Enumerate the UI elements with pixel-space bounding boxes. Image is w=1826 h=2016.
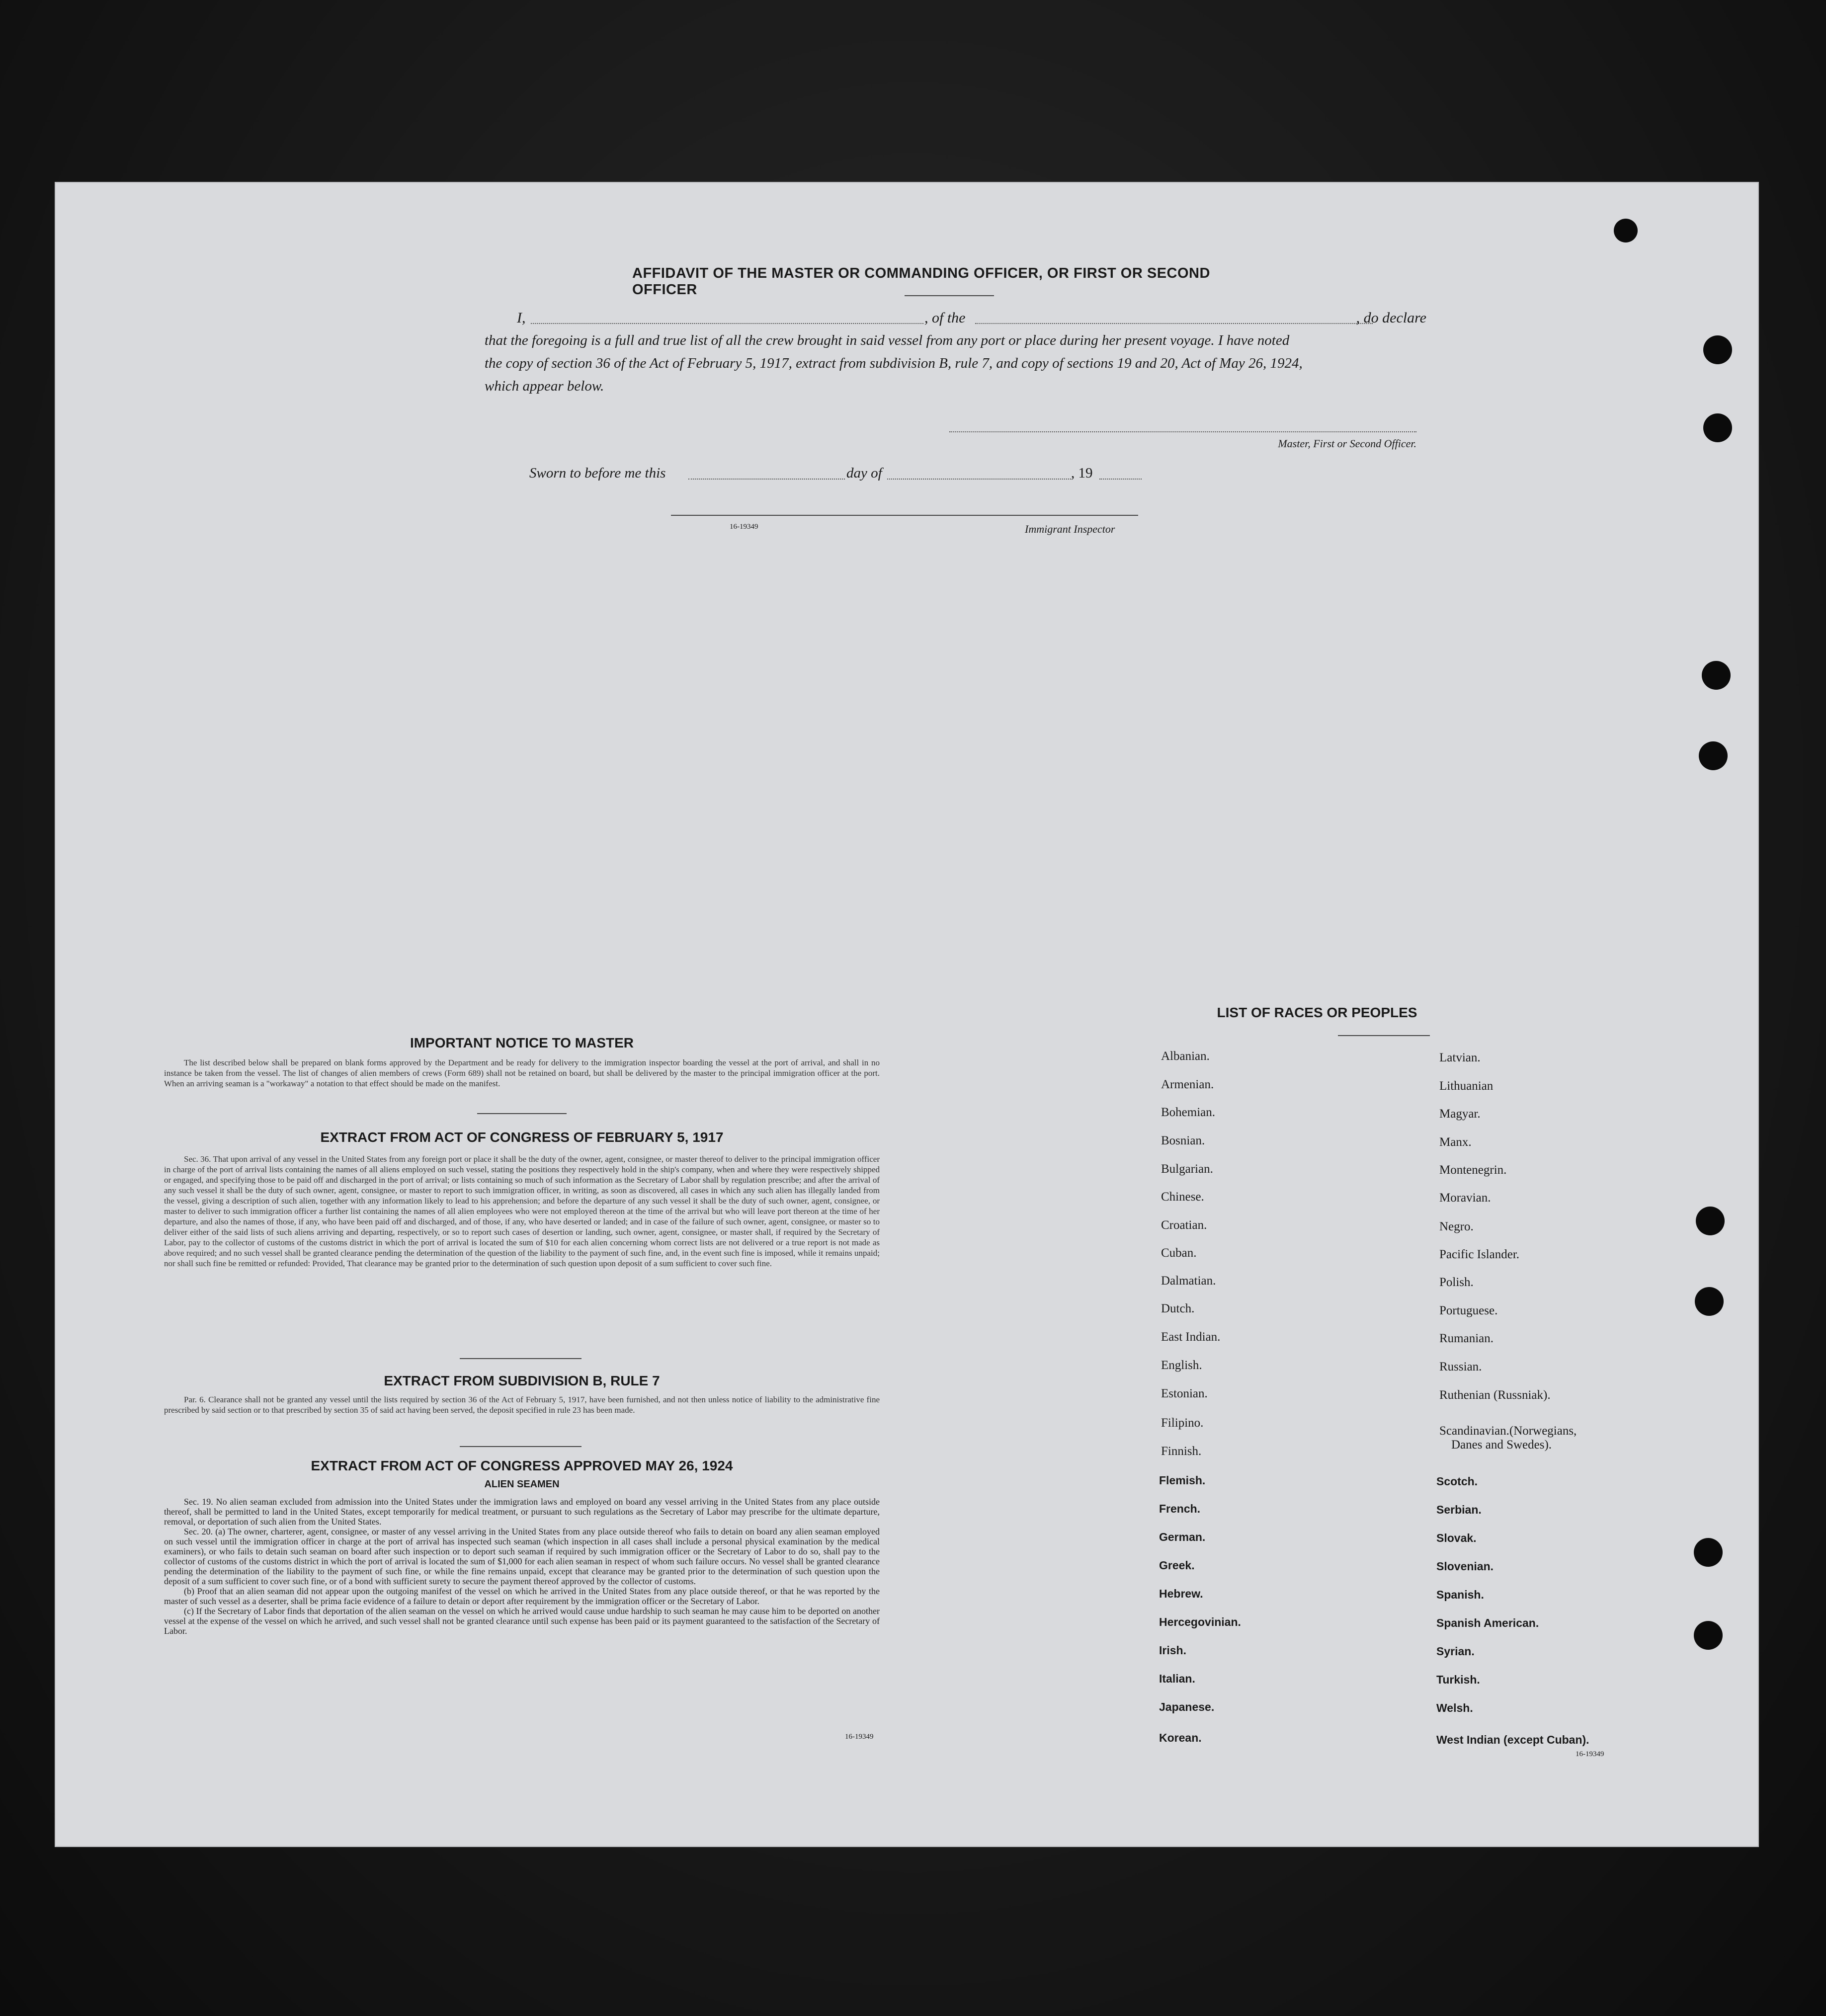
title-underline <box>1338 1035 1430 1036</box>
race-item: Magyar. <box>1439 1107 1481 1121</box>
race-item: French. <box>1159 1502 1201 1515</box>
punch-hole <box>1699 741 1728 770</box>
sworn-day-field[interactable] <box>688 479 845 480</box>
officer-signature-field[interactable] <box>949 431 1416 432</box>
punch-hole <box>1694 1621 1723 1650</box>
race-item: Turkish. <box>1436 1673 1480 1686</box>
title-underline <box>905 295 994 296</box>
race-item: Chinese. <box>1161 1190 1204 1204</box>
race-item: Croatian. <box>1161 1218 1207 1232</box>
extract-rule7-title: EXTRACT FROM SUBDIVISION B, RULE 7 <box>384 1373 660 1388</box>
section-divider <box>460 1358 581 1359</box>
race-item: East Indian. <box>1161 1330 1221 1344</box>
race-item: Latvian. <box>1439 1051 1481 1064</box>
race-item: Danes and Swedes). <box>1451 1438 1552 1452</box>
race-item: Albanian. <box>1161 1049 1210 1063</box>
race-item: Slovak. <box>1436 1532 1477 1544</box>
race-item: Bulgarian. <box>1161 1162 1213 1176</box>
race-item: Welsh. <box>1436 1701 1473 1714</box>
section-divider <box>460 1446 581 1447</box>
race-item: Flemish. <box>1159 1474 1206 1487</box>
affidavit-i: I, <box>517 310 526 326</box>
race-item: Spanish American. <box>1436 1616 1539 1629</box>
race-item: Negro. <box>1439 1220 1474 1233</box>
race-item: Polish. <box>1439 1276 1474 1289</box>
race-item: Bohemian. <box>1161 1106 1216 1119</box>
section-19-paragraph: Sec. 19. No alien seaman excluded from admission into the United States under the immigration laws and employed on board any vessel arriving in the United States from any place outside thereof, shall be permitted to land in the United States, except temporarily for medical treatment, or pursuant to such regulations as the Secretary of Labor may prescribe for the ultimate departure, removal, or deportation of such alien from the United States. <box>164 1497 880 1527</box>
race-item: Dutch. <box>1161 1302 1195 1315</box>
race-item: Pacific Islander. <box>1439 1248 1520 1261</box>
race-item: Japanese. <box>1159 1700 1215 1713</box>
race-item: Korean. <box>1159 1731 1202 1744</box>
notice-text <box>164 1057 880 1089</box>
notice-title: IMPORTANT NOTICE TO MASTER <box>410 1035 634 1050</box>
affidavit-body-line: the copy of section 36 of the Act of February 5, 1917, extract from subdivision B, rule 7, and copy of sections 19 and 20, Act of May 26, 1924, <box>485 355 1303 371</box>
race-item: Spanish. <box>1436 1588 1484 1601</box>
race-item: Portuguese. <box>1439 1304 1498 1317</box>
race-item: Ruthenian (Russniak). <box>1439 1388 1551 1402</box>
race-item: Estonian. <box>1161 1387 1208 1400</box>
section-20b-paragraph: (b) Proof that an alien seaman did not appear upon the outgoing manifest of the vessel on which he arrived in the United States from any place outside thereof, or that he was reported by the master of such vessel as a deserter, shall be prima facie evidence of a failure to detain or deport after requirement by the immigration officer or the Secretary of Labor. <box>164 1586 880 1606</box>
section-20c-paragraph: (c) If the Secretary of Labor finds that deportation of the alien seaman on the vessel on which he arrived would cause undue hardship to such seaman he may cause him to be deported on another vessel at the expense of the vessel on which he arrived, and such vessel shall not be granted clearance until such expense has been paid or its payment guaranteed to the satisfaction of the Secretary of Labor. <box>164 1606 880 1636</box>
sworn-text: Sworn to before me this <box>529 465 666 481</box>
affidavit-body-line: that the foregoing is a full and true list of all the crew brought in said vessel from any port or place during her present voyage. I have noted <box>485 332 1290 348</box>
signature-caption: Master, First or Second Officer. <box>1278 437 1416 450</box>
race-item: Hercegovinian. <box>1159 1615 1241 1628</box>
extract-1924-title: EXTRACT FROM ACT OF CONGRESS APPROVED MAY 26, 1924 <box>311 1458 733 1473</box>
extract-rule7-text <box>164 1394 880 1415</box>
race-item: Moravian. <box>1439 1191 1491 1205</box>
sworn-year-field[interactable] <box>1099 479 1142 480</box>
affidavit-declare: , do declare <box>1356 310 1426 326</box>
day-of-text: day of <box>846 465 882 481</box>
notice-paragraph: The list described below shall be prepared on blank forms approved by the Department and be ready for delivery to the immigration inspector boarding the vessel at the port of arrival, and shall in no instance be taken from the vessel. The list of changes of alien members of crews (Form 689) shall not be retained on board, but shall be delivered by the master to the principal immigration officer at the port. When an arriving seaman is a "workaway" a notation to that effect should be made on the manifest. <box>164 1058 880 1088</box>
inspector-caption: Immigrant Inspector <box>1025 523 1115 535</box>
extract-1917-title: EXTRACT FROM ACT OF CONGRESS OF FEBRUARY 5, 1917 <box>320 1129 724 1145</box>
alien-seamen-subtitle: ALIEN SEAMEN <box>484 1479 560 1490</box>
race-item: Russian. <box>1439 1360 1482 1373</box>
extract-rule7-paragraph: Par. 6. Clearance shall not be granted any vessel until the lists required by section 36 of the Act of February 5, 1917, have been furnished, and not then unless notice of liability to the administrative fine prescribed by said section or to that prescribed by section 35 of said act having been served, the deposit specified in rule 23 has been made. <box>164 1395 880 1415</box>
punch-hole <box>1614 219 1638 242</box>
punch-hole <box>1702 661 1731 690</box>
punch-hole <box>1695 1287 1724 1316</box>
race-item: German. <box>1159 1531 1206 1543</box>
affidavit-of-the: , of the <box>924 310 966 326</box>
race-item: Cuban. <box>1161 1246 1197 1260</box>
race-item: Lithuanian <box>1439 1079 1494 1093</box>
form-number: 16-19349 <box>730 523 758 531</box>
race-item: English. <box>1161 1359 1202 1372</box>
punch-hole <box>1703 413 1732 442</box>
race-item: Slovenian. <box>1436 1560 1494 1573</box>
race-item: Rumanian. <box>1439 1332 1494 1345</box>
section-divider <box>477 1113 567 1114</box>
punch-hole <box>1696 1207 1725 1235</box>
races-list-title: LIST OF RACES OR PEOPLES <box>1217 1005 1417 1020</box>
race-item: Syrian. <box>1436 1645 1475 1658</box>
sworn-month-field[interactable] <box>887 479 1071 480</box>
section-20a-paragraph: Sec. 20. (a) The owner, charterer, agent, consignee, or master of any vessel arriving in the United States from any place outside thereof who fails to detain on board any alien seaman employed on such vessel until the immigration officer in charge at the port of arrival has inspected such seaman (which inspection in all cases shall include a personal physical examination by the medical examiners), or who fails to detain such seaman on board after such inspection or to deport such seaman if required by such immigration officer or the Secretary of Labor to do so, shall pay to the collector of customs of the customs district in which the port of arrival is located the sum of $1,000 for each alien seaman in respect of whom such failure occurs. No vessel shall be granted clearance pending the determination of the liability to the payment of such fine, or while the fine remains unpaid, except that clearance may be granted prior to the determination of such question upon the deposit of a sum sufficient to cover such fine, or of a bond with sufficient surety to secure the payment thereof approved by the collector of customs. <box>164 1527 880 1586</box>
extract-1917-text <box>164 1154 880 1269</box>
race-item: Greek. <box>1159 1559 1195 1572</box>
punch-hole <box>1694 1538 1723 1567</box>
race-item: Dalmatian. <box>1161 1274 1216 1288</box>
race-item: Irish. <box>1159 1644 1186 1657</box>
race-item: Scandinavian.(Norwegians, <box>1439 1424 1577 1438</box>
race-item: Armenian. <box>1161 1078 1214 1091</box>
year-prefix: , 19 <box>1071 465 1093 481</box>
race-item: Finnish. <box>1161 1445 1202 1458</box>
race-item: West Indian (except Cuban). <box>1436 1733 1589 1746</box>
race-item: Bosnian. <box>1161 1134 1205 1147</box>
race-item: Filipino. <box>1161 1416 1204 1430</box>
form-number: 16-19349 <box>845 1733 874 1741</box>
race-item: Hebrew. <box>1159 1587 1203 1600</box>
extract-1924-text <box>164 1497 880 1636</box>
race-item: Manx. <box>1439 1135 1472 1149</box>
master-name-field[interactable] <box>531 323 923 324</box>
affidavit-title: AFFIDAVIT OF THE MASTER OR COMMANDING OFFICER, OR FIRST OR SECOND OFFICER <box>632 265 1210 298</box>
vessel-name-field[interactable] <box>975 323 1373 324</box>
race-item: Montenegrin. <box>1439 1163 1507 1177</box>
race-item: Italian. <box>1159 1672 1195 1685</box>
affidavit-body-line: which appear below. <box>485 378 604 394</box>
punch-hole <box>1703 335 1732 364</box>
race-item: Serbian. <box>1436 1503 1482 1516</box>
form-number: 16-19349 <box>1576 1750 1604 1758</box>
inspector-signature-line[interactable] <box>671 515 1138 516</box>
race-item: Scotch. <box>1436 1475 1478 1488</box>
extract-1917-paragraph: Sec. 36. That upon arrival of any vessel in the United States from any foreign port or place it shall be the duty of the owner, agent, consignee, or master thereof to deliver to the principal immigration officer in charge of the port of arrival lists containing the names of all aliens employed on such vessel, stating the positions they respectively hold in the ship's company, when and where they were respectively shipped or engaged, and specifying those to be paid off and discharged in the port of arrival; or lists containing so much of such information as the Secretary of Labor shall by regulation prescribe; and after the arrival of any such vessel it shall be the duty of such owner, agent, consignee, or master to report to such immigration officer, in writing, as soon as discovered, all cases in which any such alien has illegally landed from the vessel, giving a description of such alien, together with any information likely to lead to his apprehension; and before the departure of any such vessel it shall be the duty of such owner, agent, consignee, or master to deliver to such immigration officer a further list containing the names of all alien employees who were not employed thereon at the time of the arrival but who will leave port thereon at the time of her departure, and also the names of those, if any, who have been paid off and discharged, and of those, if any, who have deserted or landed; and in case of the failure of such owner, agent, consignee, or master so to deliver either of the said lists of such aliens arriving and departing, respectively, or so to report such cases of desertion or landing, such owner, agent, consignee, or master shall, if required by the Secretary of Labor, pay to the collector of customs of the customs district in which the port of arrival is located the sum of $10 for each alien concerning whom correct lists are not delivered or a true report is not made as above required; and no such vessel shall be granted clearance pending the determination of the question of the liability to the payment of such fine, and, in the event such fine is imposed, while it remains unpaid; nor shall such fine be remitted or refunded: Provided, That clearance may be granted prior to the determination of such question upon deposit of a sum sufficient to cover such fine. <box>164 1154 880 1268</box>
